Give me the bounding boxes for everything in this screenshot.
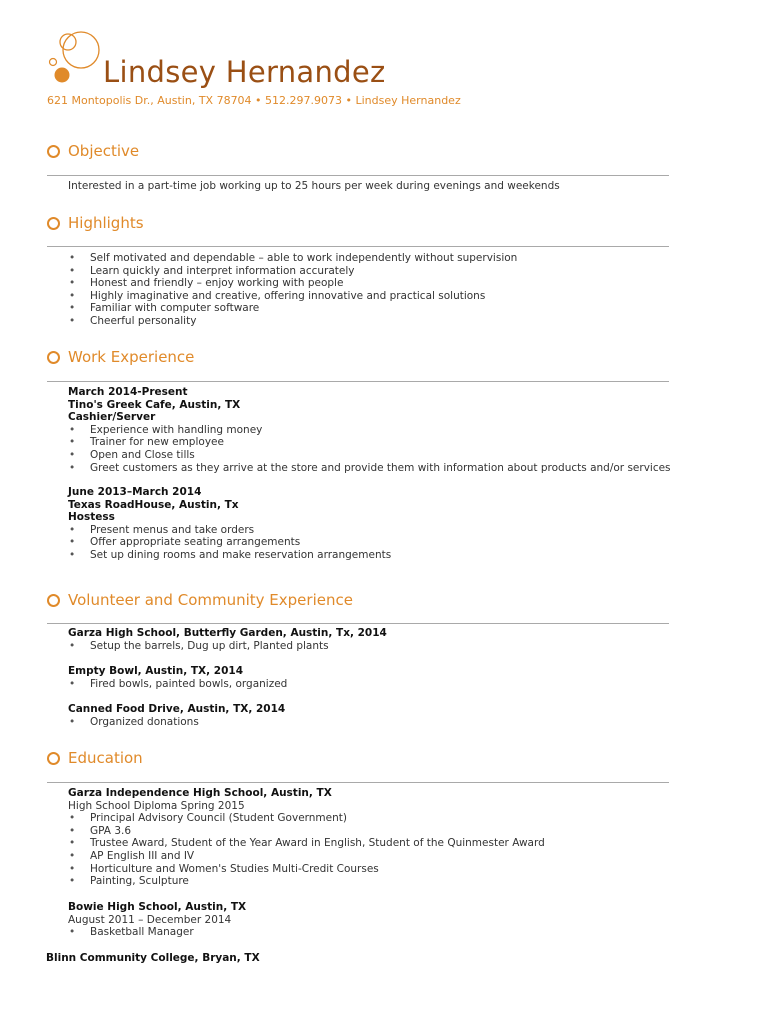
list-item: • Painting, Sculpture (69, 875, 189, 888)
list-item: • Organized donations (69, 715, 199, 728)
list-item: • Greet customers as they arrive at the store and provide them with information about products and/or services (69, 461, 671, 474)
school-detail: August 2011 – December 2014 (68, 913, 232, 926)
list-item: • Experience with handling money (69, 423, 263, 436)
bullet-dot-icon: • (69, 448, 76, 461)
section-divider (47, 246, 669, 247)
section-divider (47, 623, 669, 624)
volunteer-list (68, 678, 688, 691)
objective-text: Interested in a part-time job working up to 25 hours per week during evenings and weekends (68, 180, 560, 192)
bullet-dot-icon: • (69, 461, 76, 474)
bullet-dot-icon: • (69, 523, 76, 536)
list-item: • Set up dining rooms and make reservation arrangements (69, 548, 392, 561)
list-item: • Learn quickly and interpret information accurately (69, 264, 355, 277)
school-items-list (68, 812, 688, 888)
section-volunteer (47, 590, 353, 610)
section-education (47, 748, 143, 768)
filled-dot (55, 68, 70, 83)
job-entry (68, 386, 688, 474)
bullet-dot-icon: • (69, 812, 76, 825)
bullet-dot-icon: • (69, 715, 76, 728)
job-place: Tino's Greek Cafe, Austin, TX (68, 398, 241, 411)
list-item: • Cheerful personality (69, 314, 197, 327)
section-objective (47, 141, 139, 161)
bullet-dot-icon: • (69, 639, 76, 652)
section-divider (47, 175, 669, 176)
job-place: Texas RoadHouse, Austin, Tx (68, 498, 239, 511)
bullet-dot-icon: • (69, 837, 76, 850)
circle-bullet-icon (47, 145, 60, 158)
list-item: • Basketball Manager (69, 926, 194, 939)
highlights-body (68, 252, 688, 328)
list-item: • GPA 3.6 (69, 824, 132, 837)
bullet-dot-icon: • (69, 423, 76, 436)
job-dates: March 2014-Present (68, 386, 188, 398)
bullet-dot-icon: • (69, 875, 76, 888)
job-role: Cashier/Server (68, 411, 156, 424)
school-items-list (68, 926, 688, 939)
bullet-dot-icon: • (69, 862, 76, 875)
list-item: • Trustee Award, Student of the Year Award in English, Student of the Quinmester Award (69, 837, 545, 850)
circles-logo (0, 0, 110, 100)
volunteer-entry (68, 665, 688, 690)
volunteer-entry (68, 627, 688, 652)
list-item: • Fired bowls, painted bowls, organized (69, 677, 288, 690)
job-duties-list (68, 424, 688, 474)
volunteer-list (68, 640, 688, 653)
bullet-dot-icon: • (69, 436, 76, 449)
job-dates: June 2013–March 2014 (68, 486, 202, 498)
circle-bullet-icon (47, 752, 60, 765)
bullet-dot-icon: • (69, 548, 76, 561)
list-item: • Setup the barrels, Dug up dirt, Planted plants (69, 639, 329, 652)
volunteer-heading: Canned Food Drive, Austin, TX, 2014 (68, 703, 286, 715)
bullet-dot-icon: • (69, 926, 76, 939)
volunteer-list (68, 716, 688, 729)
medium-ring (60, 34, 76, 50)
section-highlights (47, 213, 144, 233)
small-ring (50, 59, 57, 66)
job-role: Hostess (68, 511, 115, 524)
school-name: Bowie High School, Austin, TX (68, 901, 247, 913)
list-item: • Offer appropriate seating arrangements (69, 536, 301, 549)
school-name: Blinn Community College, Bryan, TX (46, 952, 260, 964)
section-work-experience (47, 347, 194, 367)
list-item: • Open and Close tills (69, 448, 195, 461)
circle-bullet-icon (47, 217, 60, 230)
section-title: Objective (68, 142, 140, 160)
school-entry (68, 901, 688, 939)
objective-body (68, 180, 688, 193)
bullet-dot-icon: • (69, 824, 76, 837)
list-item: • AP English III and IV (69, 849, 195, 862)
list-item: • Familiar with computer software (69, 302, 260, 315)
school-detail: High School Diploma Spring 2015 (68, 799, 245, 812)
section-title: Highlights (68, 214, 144, 232)
school-name: Garza Independence High School, Austin, TX (68, 787, 332, 799)
bullet-dot-icon: • (69, 252, 76, 264)
section-divider (47, 782, 669, 783)
bullet-dot-icon: • (69, 264, 76, 277)
bullet-dot-icon: • (69, 849, 76, 862)
circle-bullet-icon (47, 594, 60, 607)
list-item: • Present menus and take orders (69, 523, 255, 536)
volunteer-heading: Garza High School, Butterfly Garden, Austin, Tx, 2014 (68, 627, 387, 639)
list-item: • Horticulture and Women's Studies Multi-Credit Courses (69, 862, 379, 875)
bullet-dot-icon: • (69, 302, 76, 315)
highlights-list (68, 252, 688, 328)
list-item: • Highly imaginative and creative, offering innovative and practical solutions (69, 289, 486, 302)
list-item: • Principal Advisory Council (Student Government) (69, 812, 347, 825)
section-title: Education (68, 749, 143, 767)
section-title: Volunteer and Community Experience (68, 591, 353, 609)
bullet-dot-icon: • (69, 289, 76, 302)
list-item: • Trainer for new employee (69, 436, 224, 449)
bullet-dot-icon: • (69, 277, 76, 290)
bullet-dot-icon: • (69, 677, 76, 690)
section-title: Work Experience (68, 348, 195, 366)
volunteer-entry (68, 703, 688, 728)
volunteer-heading: Empty Bowl, Austin, TX, 2014 (68, 665, 244, 677)
section-divider (47, 381, 669, 382)
school-entry (68, 787, 688, 888)
job-duties-list (68, 524, 688, 562)
job-entry (68, 486, 688, 562)
bullet-dot-icon: • (69, 314, 76, 327)
contact-line: 621 Montopolis Dr., Austin, TX 78704 • 512.297.9073 • Lindsey Hernandez (47, 94, 461, 107)
bullet-dot-icon: • (69, 536, 76, 549)
list-item: • Self motivated and dependable – able to work independently without supervision (69, 252, 518, 264)
list-item: • Honest and friendly – enjoy working with people (69, 277, 344, 290)
circle-bullet-icon (47, 351, 60, 364)
candidate-name: Lindsey Hernandez (103, 55, 386, 89)
